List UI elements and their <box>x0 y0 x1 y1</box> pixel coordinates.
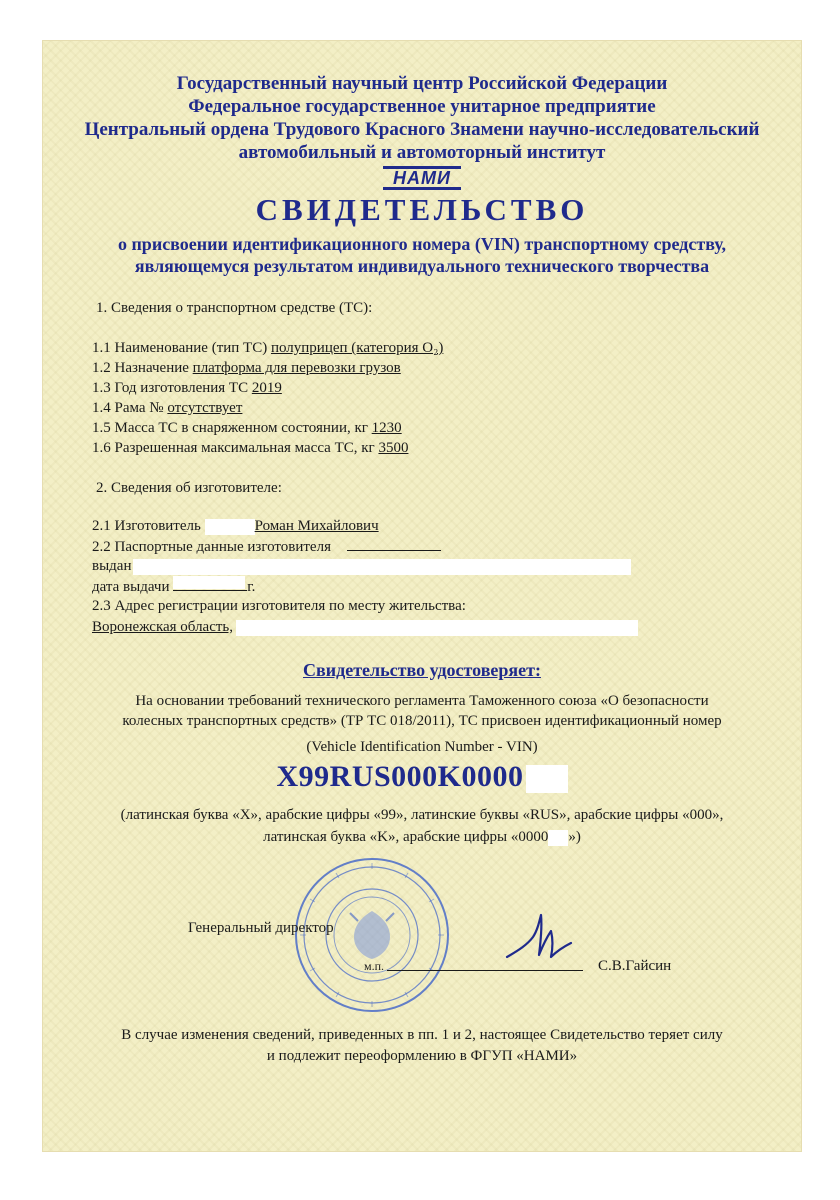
subtitle-line-1: о присвоении идентификационного номера (VIN) транспортному средству, <box>117 234 727 254</box>
header-line-1: Государственный научный центр Российской Федерации <box>176 73 668 94</box>
issue-date-row <box>92 576 255 597</box>
vin-explanation-1: (латинская буква «X», арабские цифры «99», латинские буквы «RUS», арабские цифры «000», <box>120 807 724 823</box>
vehicle-purpose-value: платформа для перевозки грузов <box>192 360 401 376</box>
director-position: Генеральный директор <box>188 920 334 936</box>
subtitle-line-2: являющемуся результатом индивидуального технического творчества <box>134 256 710 276</box>
passport-underline <box>347 536 441 551</box>
section1-heading: 1. Сведения о транспортном средстве (ТС): <box>96 300 373 316</box>
brand-logo <box>42 166 802 190</box>
certification-text-2: колесных транспортных средств» (ТР ТС 018/2011), ТС присвоен идентификационный номер <box>122 713 722 729</box>
redaction-box <box>173 576 245 589</box>
vehicle-mass-label: 1.5 Масса ТС в снаряженном состоянии, кг <box>92 420 372 436</box>
issue-date-suffix: г. <box>247 579 256 595</box>
vehicle-purpose-row <box>92 358 401 378</box>
footer-line-1: В случае изменения сведений, приведенных в пп. 1 и 2, настоящее Свидетельство теряет силу <box>121 1027 723 1043</box>
document-title: СВИДЕТЕЛЬСТВО <box>255 192 589 227</box>
address-label-row: 2.3 Адрес регистрации изготовителя по месту жительства: <box>92 598 466 614</box>
header-line-2: Федеральное государственное унитарное предприятие <box>188 96 656 117</box>
header-line-3: Центральный ордена Трудового Красного Знамени научно-исследовательский <box>84 119 760 140</box>
certification-text-3: (Vehicle Identification Number - VIN) <box>306 739 538 755</box>
vin-explanation-2a: латинская буква «K», арабские цифры «0000 <box>263 829 549 845</box>
vin-explanation-2 <box>42 826 802 848</box>
handwritten-signature <box>497 895 577 975</box>
section2-heading: 2. Сведения об изготовителе: <box>96 480 282 496</box>
passport-row <box>92 536 441 557</box>
brand-logo-text: НАМИ <box>383 166 461 190</box>
redaction-box <box>205 519 255 535</box>
issue-date-label: дата выдачи <box>92 579 170 595</box>
vehicle-maxmass-row <box>92 438 408 458</box>
vehicle-maxmass-label: 1.6 Разрешенная максимальная масса ТС, кг <box>92 440 379 456</box>
redaction-box <box>236 620 638 636</box>
vehicle-year-row <box>92 378 282 398</box>
issued-label: выдан <box>92 558 132 574</box>
vehicle-mass-row <box>92 418 402 438</box>
certification-text-1: На основании требований технического регламента Таможенного союза «О безопасности <box>135 693 709 709</box>
director-name: С.В.Гайсин <box>598 958 672 974</box>
vehicle-year-label: 1.3 Год изготовления ТС <box>92 380 252 396</box>
vehicle-frame-value: отсутствует <box>167 400 243 416</box>
vehicle-name-label: 1.1 Наименование (тип ТС) <box>92 340 271 356</box>
header-line-4: автомобильный и автомоторный институт <box>238 142 606 163</box>
issue-date-underline <box>173 576 247 591</box>
maker-row <box>92 516 379 536</box>
vehicle-name-row <box>92 338 443 358</box>
vehicle-frame-label: 1.4 Рама № <box>92 400 168 416</box>
vehicle-name-value: полуприцеп (категория О₂) <box>270 340 444 356</box>
passport-label: 2.2 Паспортные данные изготовителя <box>92 539 331 555</box>
maker-value: Роман Михайлович <box>254 518 379 534</box>
vin-number: X99RUS000K0000 <box>276 760 524 793</box>
address-row <box>92 617 638 637</box>
certificate-sheet <box>42 40 802 1152</box>
vin-number-row <box>42 760 802 794</box>
redaction-box <box>548 830 568 846</box>
stamp-place-label: м.п. <box>364 959 385 973</box>
maker-label: 2.1 Изготовитель <box>92 518 205 534</box>
vehicle-purpose-label: 1.2 Назначение <box>92 360 193 376</box>
address-value: Воронежская область, <box>92 619 234 635</box>
vehicle-year-value: 2019 <box>251 380 282 396</box>
issued-row <box>92 556 631 576</box>
certification-title: Свидетельство удостоверяет: <box>303 660 541 680</box>
vehicle-frame-row <box>92 398 242 418</box>
footer-line-2: и подлежит переоформлению в ФГУП «НАМИ» <box>266 1048 578 1064</box>
vehicle-mass-value: 1230 <box>371 420 402 436</box>
vehicle-maxmass-value: 3500 <box>378 440 409 456</box>
redaction-box <box>133 559 631 575</box>
vin-explanation-2b: ») <box>568 829 581 845</box>
redaction-box <box>526 765 568 793</box>
